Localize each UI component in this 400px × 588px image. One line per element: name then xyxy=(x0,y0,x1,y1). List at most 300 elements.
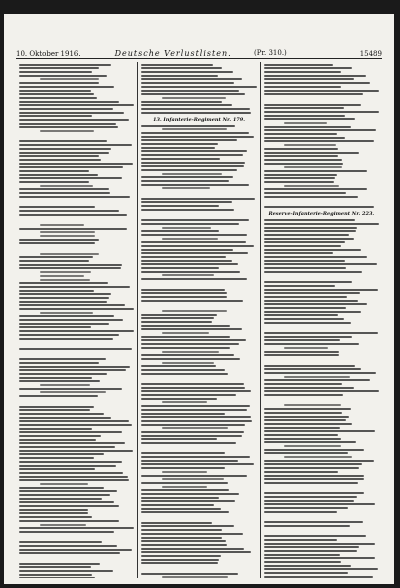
text-line xyxy=(162,332,209,334)
text-line xyxy=(141,75,218,77)
text-line xyxy=(19,531,114,533)
text-line xyxy=(264,507,348,509)
text-line xyxy=(141,354,234,356)
text-line xyxy=(19,566,91,568)
text-line xyxy=(19,465,116,467)
text-line xyxy=(141,245,254,247)
text-line xyxy=(19,442,125,444)
text-line xyxy=(162,401,207,403)
text-line xyxy=(19,509,88,511)
text-line xyxy=(284,166,342,168)
text-line xyxy=(19,395,98,397)
text-line xyxy=(40,224,84,226)
text-line xyxy=(19,282,108,284)
text-line xyxy=(19,461,122,463)
text-line xyxy=(141,373,228,375)
text-line xyxy=(19,563,100,565)
text-line xyxy=(19,64,111,66)
text-line xyxy=(141,78,242,80)
text-line xyxy=(264,140,374,142)
text-line xyxy=(264,137,346,139)
text-line xyxy=(264,64,333,66)
text-line xyxy=(19,362,99,364)
text-line xyxy=(19,90,91,92)
text-line xyxy=(19,126,118,128)
text-line xyxy=(264,503,376,505)
text-line xyxy=(19,152,109,154)
text-line xyxy=(264,230,357,232)
text-line xyxy=(141,260,231,262)
text-line xyxy=(141,431,244,433)
text-line xyxy=(19,210,119,212)
text-line xyxy=(19,196,130,198)
text-line xyxy=(264,170,368,172)
text-line xyxy=(264,155,338,157)
text-line xyxy=(141,562,218,564)
text-line xyxy=(19,144,132,146)
text-line xyxy=(141,508,221,510)
text-line xyxy=(19,512,88,514)
text-line xyxy=(284,445,340,447)
text-line xyxy=(264,554,341,556)
text-line xyxy=(19,140,107,142)
text-line xyxy=(264,478,364,480)
text-line xyxy=(19,520,119,522)
text-line xyxy=(19,170,89,172)
text-line xyxy=(264,196,358,198)
text-line xyxy=(19,446,115,448)
text-line xyxy=(284,376,349,378)
text-line xyxy=(162,486,207,488)
text-line xyxy=(264,568,378,570)
text-line xyxy=(264,430,375,432)
text-line xyxy=(19,417,111,419)
text-line xyxy=(264,241,346,243)
text-line xyxy=(19,570,113,572)
text-line xyxy=(141,184,249,186)
text-line xyxy=(141,205,219,207)
text-line xyxy=(141,180,229,182)
text-line xyxy=(141,347,229,349)
text-line xyxy=(19,119,129,121)
text-line xyxy=(19,267,121,269)
text-line xyxy=(264,75,367,77)
header-issue: (Pr. 310.) xyxy=(254,49,287,57)
text-line xyxy=(141,162,245,164)
text-line xyxy=(141,289,224,291)
text-line xyxy=(264,449,364,451)
text-line xyxy=(264,365,356,367)
text-line xyxy=(141,413,225,415)
text-line xyxy=(141,328,242,330)
text-line xyxy=(162,187,210,189)
text-line xyxy=(19,420,129,422)
text-line xyxy=(19,71,92,73)
text-line xyxy=(264,475,364,477)
text-line xyxy=(40,78,100,80)
text-line xyxy=(141,165,244,167)
text-line xyxy=(264,174,338,176)
text-line xyxy=(141,267,219,269)
text-line xyxy=(284,404,341,406)
text-line xyxy=(19,323,109,325)
text-line xyxy=(19,242,95,244)
text-line xyxy=(264,387,355,389)
text-line xyxy=(141,271,240,273)
text-line xyxy=(264,219,356,221)
text-line xyxy=(141,442,235,444)
text-line xyxy=(162,427,228,429)
text-line xyxy=(141,533,242,535)
text-line xyxy=(264,379,371,381)
text-line xyxy=(19,457,94,459)
text-line xyxy=(40,391,106,393)
text-line xyxy=(19,577,95,578)
text-line xyxy=(264,561,342,563)
text-line xyxy=(19,516,92,518)
text-line xyxy=(19,206,95,208)
text-line xyxy=(264,452,348,454)
text-line xyxy=(264,492,365,494)
text-line xyxy=(19,192,110,194)
text-line xyxy=(141,493,239,495)
text-line xyxy=(264,159,342,161)
text-line xyxy=(141,136,254,138)
text-line xyxy=(264,256,367,258)
text-line xyxy=(264,104,361,106)
text-line xyxy=(264,500,354,502)
text-line xyxy=(264,339,340,341)
text-line xyxy=(19,304,125,306)
text-line xyxy=(141,438,217,440)
text-line xyxy=(264,496,357,498)
text-line xyxy=(264,471,338,473)
text-line xyxy=(19,301,107,303)
text-line xyxy=(264,86,341,88)
text-line xyxy=(141,314,217,316)
text-line xyxy=(264,408,352,410)
text-line xyxy=(141,230,219,232)
text-line xyxy=(141,336,230,338)
text-line xyxy=(264,260,345,262)
text-line xyxy=(162,351,219,353)
text-line xyxy=(264,227,358,229)
text-line xyxy=(19,86,114,88)
text-line xyxy=(264,416,350,418)
text-line xyxy=(40,235,95,237)
text-line xyxy=(19,377,92,379)
text-line xyxy=(141,132,249,134)
text-line xyxy=(264,181,335,183)
text-line xyxy=(264,394,343,396)
text-line xyxy=(284,144,336,146)
text-line xyxy=(141,383,243,385)
text-line xyxy=(264,521,363,523)
text-line xyxy=(264,177,336,179)
text-line xyxy=(264,354,339,356)
text-line xyxy=(19,476,128,478)
text-line xyxy=(264,438,341,440)
text-line xyxy=(162,478,224,480)
text-line xyxy=(162,128,227,130)
text-line xyxy=(19,290,94,292)
text-line xyxy=(19,67,99,69)
newspaper-page xyxy=(4,14,394,584)
text-line xyxy=(141,405,249,407)
text-line xyxy=(264,118,355,120)
text-line xyxy=(284,347,328,349)
text-line xyxy=(40,185,94,187)
text-line xyxy=(19,308,134,310)
text-line xyxy=(141,475,247,477)
text-line xyxy=(162,274,214,276)
text-line xyxy=(141,252,248,254)
text-line xyxy=(264,115,345,117)
text-line xyxy=(162,97,226,99)
text-line xyxy=(40,312,94,314)
text-line xyxy=(264,129,377,131)
text-line xyxy=(162,471,207,473)
text-line xyxy=(141,409,246,411)
text-line xyxy=(264,557,375,559)
text-line xyxy=(19,435,101,437)
text-line xyxy=(19,256,93,258)
text-line xyxy=(19,112,124,114)
text-line xyxy=(284,185,338,187)
text-line xyxy=(141,500,235,502)
text-line xyxy=(264,71,342,73)
text-line xyxy=(264,412,342,414)
text-line xyxy=(19,181,89,183)
text-line xyxy=(141,416,251,418)
text-line xyxy=(264,351,340,353)
text-line xyxy=(141,104,232,106)
text-line xyxy=(19,228,127,230)
text-line xyxy=(264,572,348,574)
text-line xyxy=(19,101,119,103)
text-line xyxy=(141,497,219,499)
text-line xyxy=(264,206,375,208)
column-left xyxy=(16,62,137,578)
text-line xyxy=(284,122,327,124)
text-line xyxy=(19,108,113,110)
text-line xyxy=(141,435,241,437)
text-line xyxy=(19,501,114,503)
text-line xyxy=(264,267,346,269)
text-line xyxy=(19,286,130,288)
text-line xyxy=(264,576,373,578)
text-line xyxy=(19,82,99,84)
text-line xyxy=(19,326,91,328)
text-line xyxy=(264,78,355,80)
text-line xyxy=(264,535,367,537)
text-line xyxy=(264,93,364,95)
text-line xyxy=(19,163,133,165)
column-right xyxy=(260,62,382,578)
text-line xyxy=(19,574,92,576)
text-line xyxy=(141,125,235,127)
text-line xyxy=(264,263,378,265)
text-line xyxy=(141,93,244,95)
text-line xyxy=(162,173,222,175)
text-line xyxy=(264,368,361,370)
text-line xyxy=(141,64,212,66)
text-line xyxy=(19,177,122,179)
text-line xyxy=(141,463,254,465)
text-line xyxy=(19,239,99,241)
text-line xyxy=(141,263,238,265)
text-line xyxy=(19,424,132,426)
text-line xyxy=(19,541,102,543)
text-line xyxy=(141,147,214,149)
text-line xyxy=(141,201,232,203)
text-line xyxy=(19,155,99,157)
text-line xyxy=(40,524,86,526)
text-line xyxy=(141,317,214,319)
text-line xyxy=(264,249,362,251)
header-page-number: 15489 xyxy=(359,50,382,58)
text-line xyxy=(141,456,250,458)
text-line xyxy=(264,292,360,294)
text-line xyxy=(141,540,225,542)
text-line xyxy=(141,398,217,400)
text-line xyxy=(19,338,113,340)
text-line xyxy=(141,365,216,367)
text-line xyxy=(141,522,211,524)
text-line xyxy=(264,314,339,316)
text-line xyxy=(264,434,338,436)
text-line xyxy=(19,453,104,455)
text-line xyxy=(141,452,225,454)
text-line xyxy=(19,369,126,371)
text-line xyxy=(141,504,214,506)
text-line xyxy=(264,311,361,313)
text-line xyxy=(141,176,233,178)
text-line xyxy=(264,383,343,385)
text-line xyxy=(264,467,359,469)
text-line xyxy=(40,275,84,277)
text-line xyxy=(141,150,247,152)
section-heading-middle: 13. Infanterie-Regiment Nr. 179. xyxy=(152,116,245,123)
text-line xyxy=(19,159,101,161)
text-line xyxy=(19,166,123,168)
text-line xyxy=(141,300,243,302)
text-line xyxy=(19,358,106,360)
text-line xyxy=(19,93,94,95)
text-line xyxy=(141,154,243,156)
text-line xyxy=(19,388,122,390)
text-line xyxy=(141,551,251,553)
text-line xyxy=(264,460,374,462)
text-line xyxy=(40,384,91,386)
text-line xyxy=(264,423,352,425)
text-line xyxy=(264,285,336,287)
text-line xyxy=(141,90,238,92)
text-line xyxy=(141,82,233,84)
text-line xyxy=(264,539,338,541)
text-line xyxy=(19,487,104,489)
text-line xyxy=(264,303,367,305)
text-line xyxy=(264,163,343,165)
text-line xyxy=(264,511,338,513)
text-line xyxy=(264,223,379,225)
text-line xyxy=(141,548,244,550)
text-line xyxy=(264,67,352,69)
text-line xyxy=(40,271,91,273)
text-line xyxy=(162,227,211,229)
text-line xyxy=(141,108,250,110)
text-line xyxy=(141,198,254,200)
text-line xyxy=(264,525,351,527)
text-line xyxy=(19,413,104,415)
text-line xyxy=(264,318,344,320)
text-line xyxy=(264,482,358,484)
text-line xyxy=(19,406,94,408)
text-line xyxy=(40,130,94,132)
text-columns xyxy=(16,62,382,578)
text-line xyxy=(19,439,96,441)
text-line xyxy=(264,289,378,291)
text-line xyxy=(264,390,379,392)
text-line xyxy=(162,310,226,312)
text-line xyxy=(264,463,362,465)
text-line xyxy=(264,550,357,552)
text-line xyxy=(264,111,379,113)
text-line xyxy=(264,441,356,443)
text-line xyxy=(141,325,230,327)
text-line xyxy=(264,322,351,324)
text-line xyxy=(141,71,233,73)
text-line xyxy=(19,450,133,452)
text-line xyxy=(264,148,339,150)
text-line xyxy=(264,336,353,338)
text-line xyxy=(141,234,247,236)
text-line xyxy=(264,90,379,92)
text-line xyxy=(141,424,245,426)
text-line xyxy=(162,362,214,364)
text-line xyxy=(264,82,370,84)
text-line xyxy=(19,498,102,500)
text-line xyxy=(141,296,226,298)
text-line xyxy=(264,307,346,309)
text-line xyxy=(19,260,89,262)
text-line xyxy=(141,256,226,258)
text-line xyxy=(264,565,352,567)
text-line xyxy=(19,214,127,216)
text-line xyxy=(141,209,233,211)
text-line xyxy=(264,419,347,421)
text-line xyxy=(19,490,117,492)
text-line xyxy=(141,249,233,251)
text-line xyxy=(19,330,134,332)
page-header xyxy=(16,44,382,59)
text-line xyxy=(19,97,97,99)
text-line xyxy=(141,387,245,389)
text-line xyxy=(19,472,123,474)
text-line xyxy=(141,67,222,69)
text-line xyxy=(264,107,345,109)
text-line xyxy=(141,158,220,160)
text-line xyxy=(141,482,228,484)
text-line xyxy=(141,358,239,360)
text-line xyxy=(19,319,123,321)
text-line xyxy=(19,148,111,150)
text-line xyxy=(264,281,352,283)
text-line xyxy=(264,296,347,298)
text-line xyxy=(264,238,354,240)
text-line xyxy=(19,431,122,433)
text-line xyxy=(264,546,360,548)
